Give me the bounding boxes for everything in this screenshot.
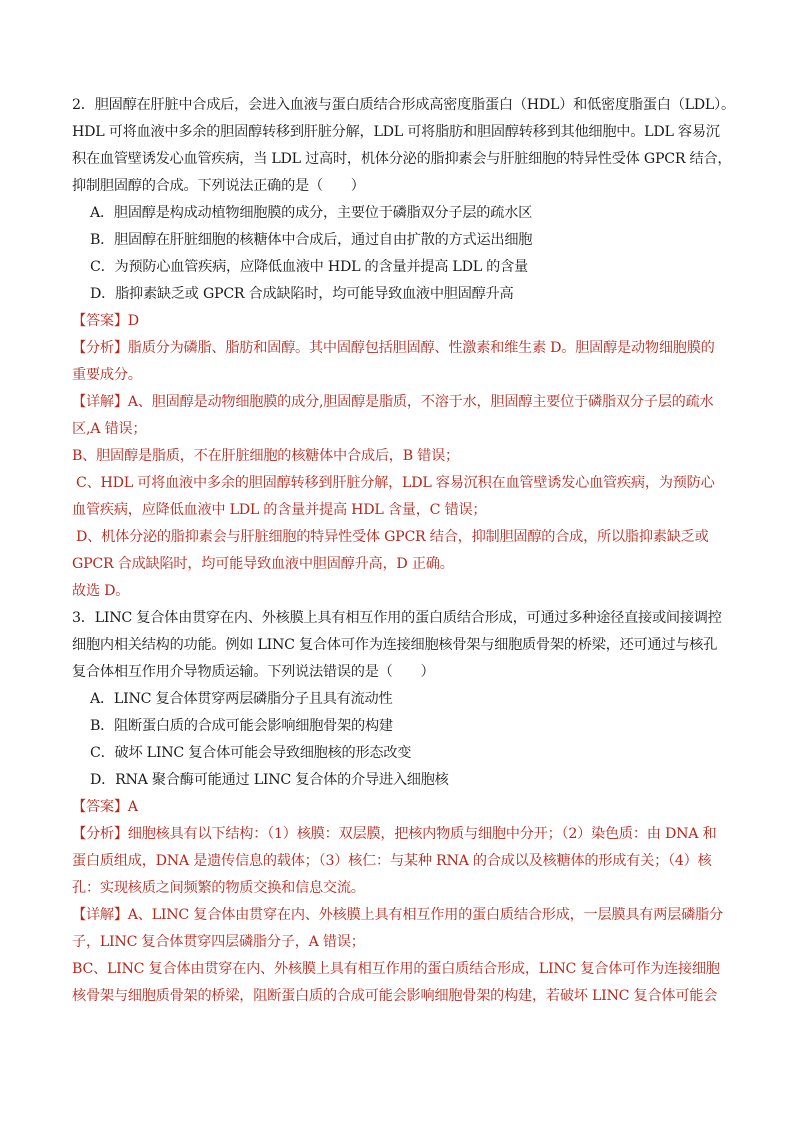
question-2-answer: [72, 308, 732, 335]
question-2-analysis-line: 重要成分。: [72, 367, 142, 383]
question-2-detail-line: D、机体分泌的脂抑素会与肝脏细胞的特异性受体 GPCR 结合，抑制胆固醇的合成，所以脂抑素缺乏或: [76, 529, 709, 545]
question-3-stem-line: 3．LINC 复合体由贯穿在内、外核膜上具有相互作用的蛋白质结合形成，可通过多种途径直接或间接调控: [72, 610, 722, 626]
question-2-option-d: D．脂抑素缺乏或 GPCR 合成缺陷时，均可能导致血液中胆固醇升高: [90, 286, 514, 302]
question-2-stem-line: 2．胆固醇在肝脏中合成后，会进入血液与蛋白质结合形成高密度脂蛋白（HDL）和低密度脂蛋白（LDL）。: [72, 97, 735, 113]
answer-value: A: [127, 799, 138, 815]
question-2-detail-line: GPCR 合成缺陷时，均可能导致血液中胆固醇升高，D 正确。: [72, 556, 454, 572]
question-2-detail-line: 区,A 错误；: [72, 421, 147, 437]
question-3-detail-line: BC、LINC 复合体由贯穿在内、外核膜上具有相互作用的蛋白质结合形成，LINC 复合体可作为连接细胞: [72, 961, 720, 977]
detail-text: A、胆固醇是动物细胞膜的成分,胆固醇是脂质，不溶于水，胆固醇主要位于磷脂双分子层的疏水: [127, 394, 714, 410]
question-3-analysis: [72, 821, 732, 848]
question-3-option-c: C．破坏 LINC 复合体可能会导致细胞核的形态改变: [90, 745, 412, 761]
question-3: [72, 605, 732, 1010]
question-3-stem-line: 细胞内相关结构的功能。例如 LINC 复合体可作为连接细胞核骨架与细胞质骨架的桥梁，还可通过与核孔: [72, 637, 718, 653]
detail-tag: 【详解】: [72, 907, 128, 923]
question-2-stem-line: HDL 可将血液中多余的胆固醇转移到肝脏分解，LDL 可将脂肪和胆固醇转移到其他细胞中。LDL 容易沉: [72, 124, 720, 140]
question-2-detail-line: 故选 D。: [72, 583, 130, 599]
question-2-option-c: C．为预防心血管疾病，应降低血液中 HDL 的含量并提高 LDL 的含量: [90, 259, 528, 275]
analysis-text: 细胞核具有以下结构：（1）核膜：双层膜，把核内物质与细胞中分开；（2）染色质：由 DNA 和: [127, 826, 717, 842]
question-3-option-d: D．RNA 聚合酶可能通过 LINC 复合体的介导进入细胞核: [90, 772, 449, 788]
analysis-tag: 【分析】: [72, 826, 128, 842]
question-2-detail-line: B、胆固醇是脂质，不在肝脏细胞的核糖体中合成后，B 错误；: [72, 448, 459, 464]
answer-tag: 【答案】: [72, 799, 128, 815]
question-2-analysis: [72, 335, 732, 362]
question-2-stem-line: 抑制胆固醇的合成。下列说法正确的是（ ）: [72, 178, 365, 194]
question-3-detail-line: 子，LINC 复合体贯穿四层磷脂分子，A 错误；: [72, 934, 365, 950]
question-2-option-a: A．胆固醇是构成动植物细胞膜的成分，主要位于磷脂双分子层的疏水区: [90, 205, 533, 221]
question-3-option-a: A．LINC 复合体贯穿两层磷脂分子且具有流动性: [90, 691, 393, 707]
answer-value: D: [127, 313, 139, 329]
question-3-detail: [72, 902, 732, 929]
question-3-analysis-line: 蛋白质组成，DNA 是遗传信息的载体；（3）核仁：与某种 RNA 的合成以及核糖体的形成有关；（4）核: [72, 853, 712, 869]
detail-text: A、LINC 复合体由贯穿在内、外核膜上具有相互作用的蛋白质结合形成，一层膜具有两层磷脂分: [127, 907, 723, 923]
document-page: [72, 92, 735, 1010]
detail-tag: 【详解】: [72, 394, 128, 410]
question-2-detail-line: 血管疾病，应降低血液中 LDL 的含量并提高 HDL 含量，C 错误；: [72, 502, 487, 518]
analysis-text: 脂质分为磷脂、脂肪和固醇。其中固醇包括胆固醇、性激素和维生素 D。胆固醇是动物细胞膜的: [127, 340, 715, 356]
question-2-detail: [72, 389, 732, 416]
question-2-detail-line: C、HDL 可将血液中多余的胆固醇转移到肝脏分解，LDL 容易沉积在血管壁诱发心血管疾病，为预防心: [76, 475, 715, 491]
analysis-tag: 【分析】: [72, 340, 128, 356]
question-2-stem-line: 积在血管壁诱发心血管疾病，当 LDL 过高时，机体分泌的脂抑素会与肝脏细胞的特异性受体 GPCR 结合，: [72, 151, 732, 167]
answer-tag: 【答案】: [72, 313, 128, 329]
question-3-analysis-line: 孔：实现核质之间频繁的物质交换和信息交流。: [72, 880, 365, 896]
question-3-stem-line: 复合体相互作用介导物质运输。下列说法错误的是（ ）: [72, 664, 435, 680]
question-2: [72, 92, 735, 605]
question-2-option-b: B．胆固醇在肝脏细胞的核糖体中合成后，通过自由扩散的方式运出细胞: [90, 232, 533, 248]
question-3-detail-line: 核骨架与细胞质骨架的桥梁，阻断蛋白质的合成可能会影响细胞骨架的构建，若破坏 LINC 复合体可能会: [72, 988, 718, 1004]
question-3-answer: [72, 794, 732, 821]
question-3-option-b: B．阻断蛋白质的合成可能会影响细胞骨架的构建: [90, 718, 393, 734]
